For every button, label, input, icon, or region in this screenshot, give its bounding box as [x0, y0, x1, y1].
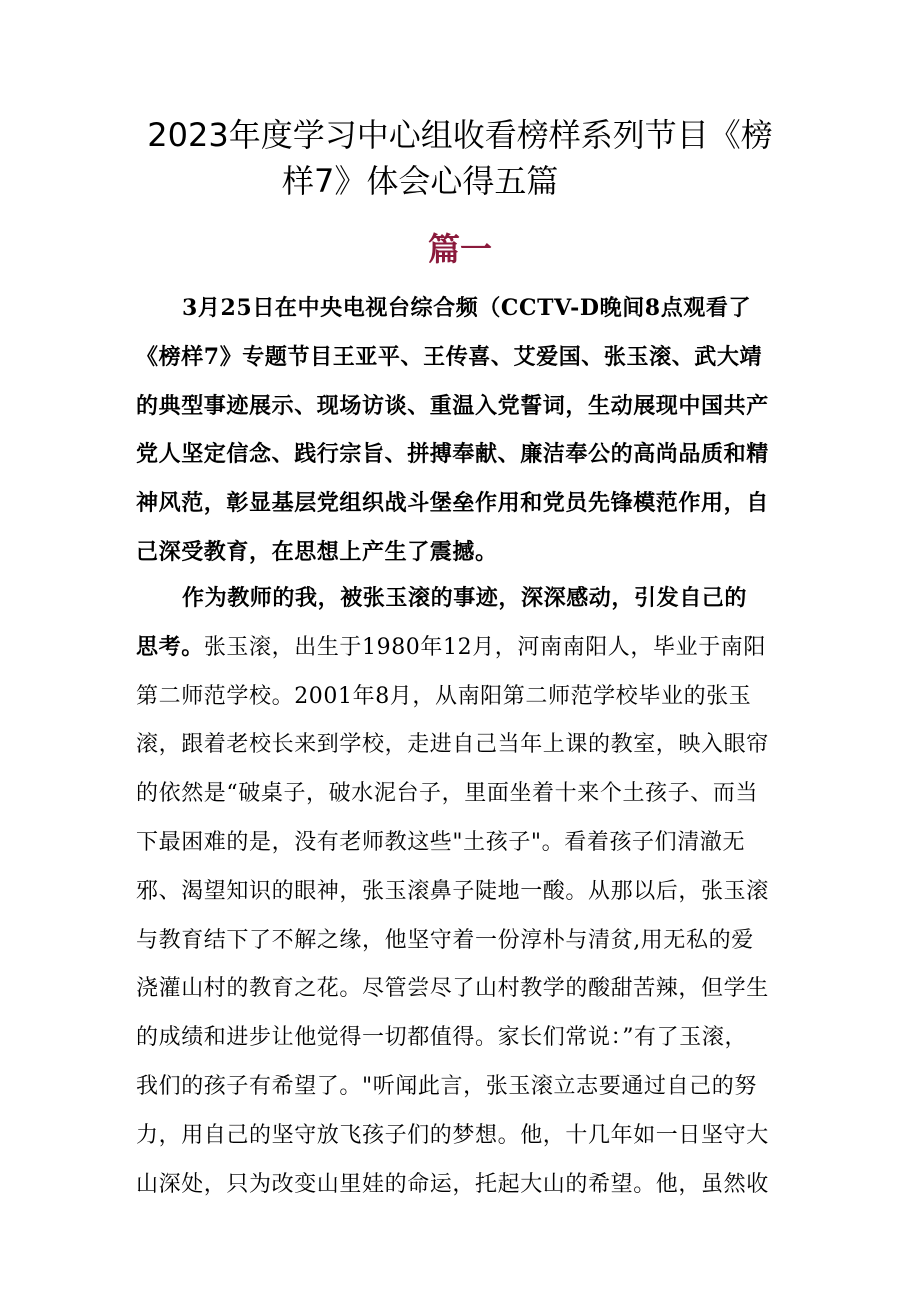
paragraph-2-line: 滚，跟着老校长来到学校，走进自己当年上课的教室，映入眼帘	[136, 732, 769, 758]
paragraph-2-line: 力，用自己的坚守放飞孩子们的梦想。他，十几年如一日坚守大	[136, 1122, 769, 1148]
paragraph-2-line: 山深处，只为改变山里娃的命运，托起大山的希望。他，虽然收	[136, 1171, 769, 1197]
title-line-2: 样7》体会心得五篇	[282, 162, 559, 200]
paragraph-2	[136, 574, 788, 1209]
paragraph-2-line	[136, 623, 788, 673]
paragraph-2-line: 的依然是“破桌子，破水泥台子，里面坐着十来个土孩子、而当	[136, 781, 759, 807]
paragraph-1-line: 党人坚定信念、践行宗旨、拼搏奉献、廉洁奉公的高尚品质和精	[136, 441, 769, 468]
paragraph-2-line: 与教育结下了不解之缘，他坚守着一份淳朴与清贫,用无私的爱	[136, 927, 754, 953]
paragraph-1-line: 的典型事迹展示、现场访谈、重温入党誓词，生动展现中国共产	[136, 392, 769, 419]
paragraph-2-line: 浇灌山村的教育之花。尽管尝尽了山村教学的酸甜苦辣，但学生	[136, 976, 769, 1002]
paragraph-2-line: 下最困难的是，没有老师教这些"土孩子"。看着孩子们清澈无	[136, 829, 746, 855]
paragraph-2-line: 我们的孩子有希望了。"听闻此言，张玉滚立志要通过自己的努	[136, 1073, 757, 1099]
section-heading: 篇一	[427, 230, 492, 268]
paragraph-2-line: 的成绩和进步让他觉得一切都值得。家长们常说：”有了玉滚，	[136, 1025, 748, 1051]
title-line-1: 2023年度学习中心组收看榜样系列节目《榜	[147, 116, 773, 154]
document-title	[120, 112, 800, 204]
paragraph-1-line: 己深受教育，在思想上产生了震撼。	[136, 538, 498, 565]
paragraph-2-bold-run: 思考。	[136, 633, 204, 660]
paragraph-1-line: 神风范，彰显基层党组织战斗堡垒作用和党员先锋模范作用，自	[136, 490, 769, 517]
paragraph-2-line: 作为教师的我，被张玉滚的事迹，深深感动，引发自己的	[182, 585, 748, 611]
paragraph-1-line: 3月25日在中央电视台综合频（CCTV-D晚间8点观看了	[182, 295, 752, 321]
paragraph-2-line: 第二师范学校。2001年8月，从南阳第二师范学校毕业的张玉	[136, 683, 752, 709]
paragraph-1-line: 《榜样7》专题节目王亚平、王传喜、艾爱国、张玉滚、武大靖	[136, 343, 763, 370]
paragraph-2-line: 邪、渴望知识的眼神，张玉滚鼻子陡地一酸。从那以后，张玉滚	[136, 878, 769, 904]
paragraph-2-text-run: 张玉滚，出生于1980年12月，河南南阳人，毕业于南阳	[203, 634, 766, 660]
paragraph-1	[136, 284, 788, 577]
